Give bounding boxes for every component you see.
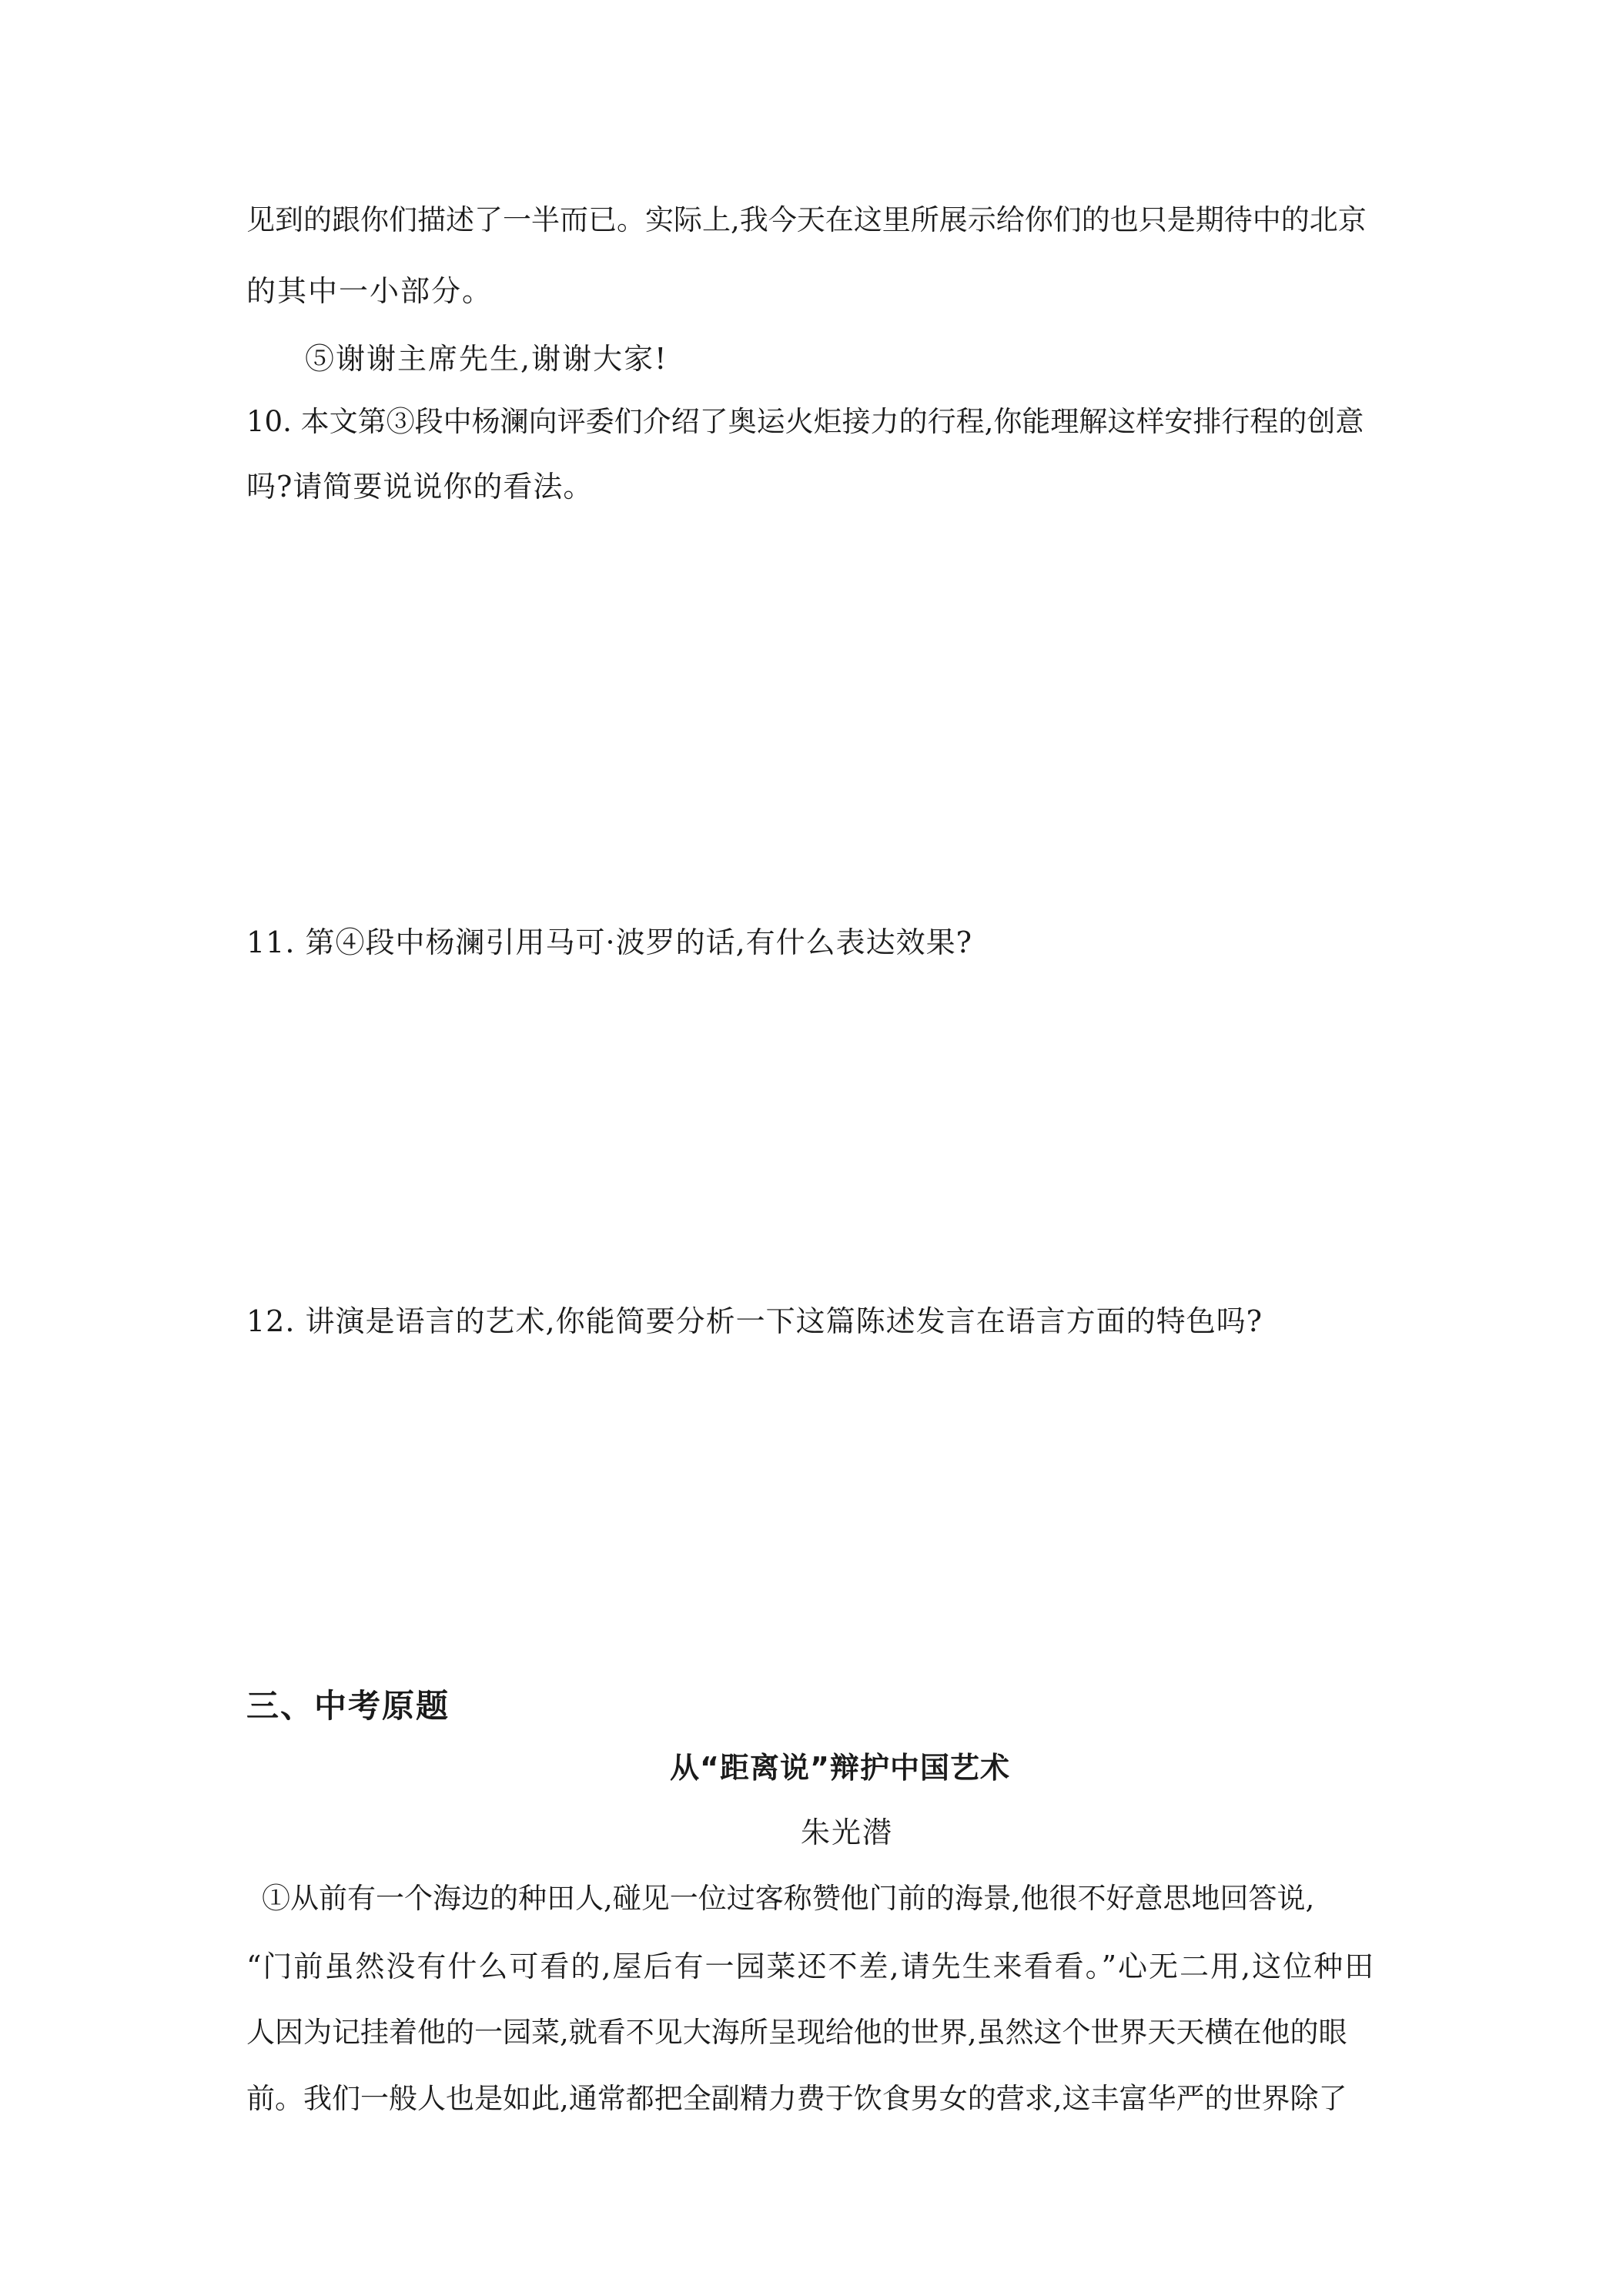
article-line: ①从前有一个海边的种田人,碰见一位过客称赞他门前的海景,他很不好意思地回答说, xyxy=(262,1882,1315,1915)
section-heading: 三、中考原题 xyxy=(246,1687,450,1725)
question-10-continued: 吗?请简要说说你的看法。 xyxy=(246,470,594,504)
passage-line: 见到的跟你们描述了一半而已。实际上,我今天在这里所展示给你们的也只是期待中的北京 xyxy=(246,203,1367,236)
question-10: 10. 本文第③段中杨澜向评委们介绍了奥运火炬接力的行程,你能理解这样安排行程的创意 xyxy=(246,405,1364,438)
article-line: 前。我们一般人也是如此,通常都把全副精力费于饮食男女的营求,这丰富华严的世界除了 xyxy=(246,2082,1347,2115)
passage-line: 的其中一小部分。 xyxy=(246,274,494,308)
question-11: 11. 第④段中杨澜引用马可·波罗的话,有什么表达效果? xyxy=(246,925,973,959)
question-12: 12. 讲演是语言的艺术,你能简要分析一下这篇陈述发言在语言方面的特色吗? xyxy=(246,1304,1263,1338)
article-line: “门前虽然没有什么可看的,屋后有一园菜还不差,请先生来看看。”心无二用,这位种田 xyxy=(246,1950,1376,1983)
article-line: 人因为记挂着他的一园菜,就看不见大海所呈现给他的世界,虽然这个世界天天横在他的眼 xyxy=(246,2016,1347,2049)
article-title: 从“距离说”辩护中国艺术 xyxy=(670,1751,1010,1785)
article-author: 朱光潜 xyxy=(801,1816,894,1849)
passage-paragraph-5: ⑤谢谢主席先生,谢谢大家! xyxy=(305,342,668,376)
